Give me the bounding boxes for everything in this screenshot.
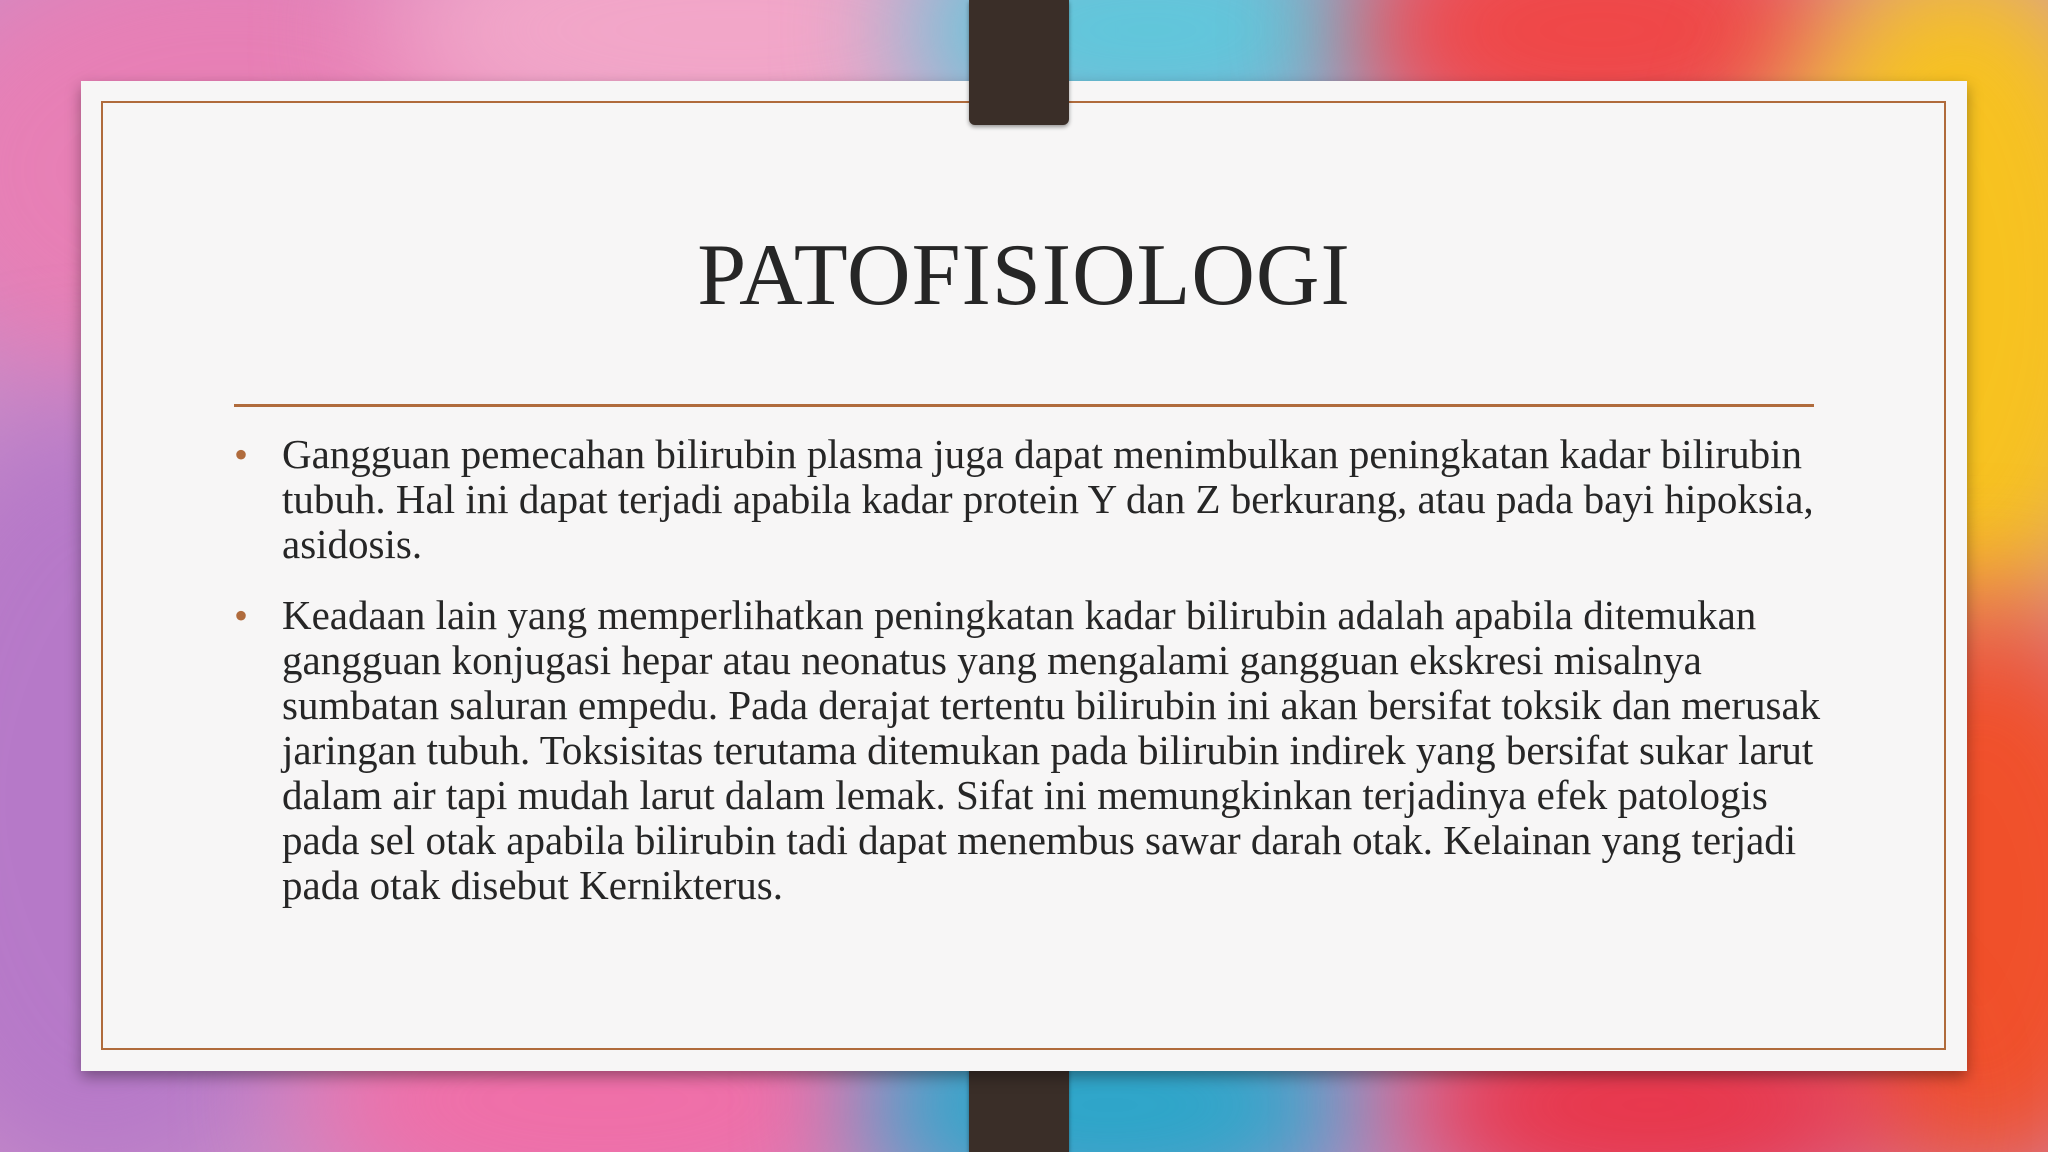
top-clip [969,0,1069,125]
bullet-item [232,593,1822,908]
title-divider [234,404,1814,407]
bullet-icon: • [234,432,249,477]
bullet-list [232,432,1822,934]
bullet-text: Gangguan pemecahan bilirubin plasma juga dapat menimbulkan peningkatan kadar bilirubin tubuh. Hal ini dapat terjadi apabila kadar protein Y dan Z berkurang, atau pada bayi hipoksia, asidosis. [282,431,1814,567]
slide-title: PATOFISIOLOGI [697,227,1351,324]
bullet-icon: • [234,593,249,638]
bullet-item [232,432,1822,567]
bullet-text: Keadaan lain yang memperlihatkan peningkatan kadar bilirubin adalah apabila ditemukan gangguan konjugasi hepar atau neonatus yang mengalami gangguan ekskresi misalnya sumbatan saluran empedu. Pada derajat tertentu bilirubin ini akan bersifat toksik dan merusak jaringan tubuh. Toksisitas terutama ditemukan pada bilirubin indirek yang bersifat sukar larut dalam air tapi mudah larut dalam lemak. Sifat ini memungkinkan terjadinya efek patologis pada sel otak apabila bilirubin tadi dapat menembus sawar darah otak. Kelainan yang terjadi pada otak disebut Kernikterus. [282,592,1821,908]
